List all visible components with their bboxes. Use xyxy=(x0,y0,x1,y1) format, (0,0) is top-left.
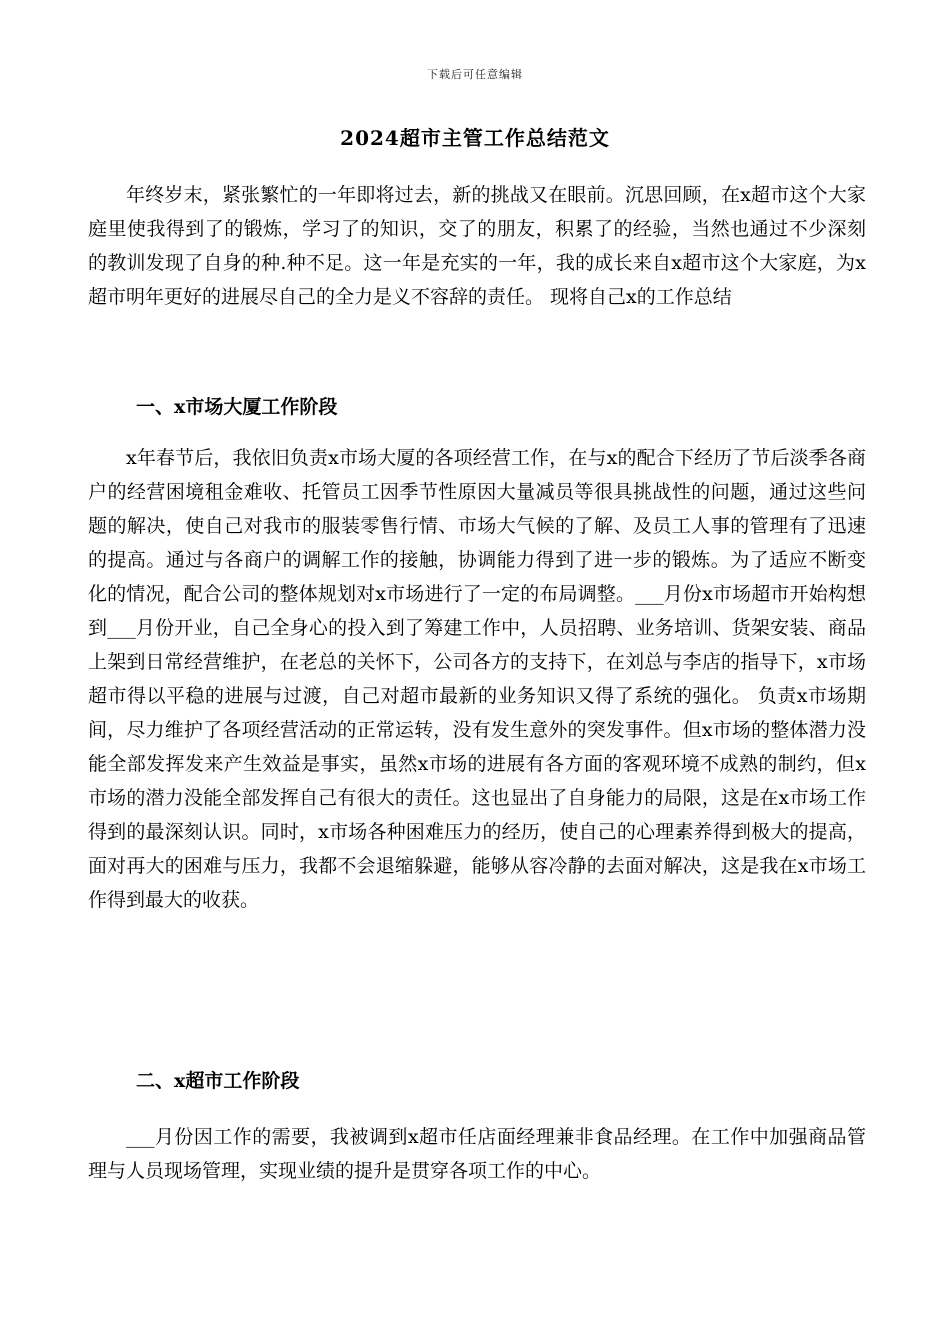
section-2-body xyxy=(88,1120,866,1188)
section-2-heading: 二、x超市工作阶段 xyxy=(136,1070,300,1092)
document-title: 2024超市主管工作总结范文 xyxy=(340,126,610,150)
section-1-body xyxy=(88,441,866,917)
section-1-paragraph: x年春节后，我依旧负责x市场大厦的各项经营工作，在与x的配合下经历了节后淡季各商户的经营困境租金难收、托管员工因季节性原因大量减员等很具挑战性的问题，通过这些问题的解决，使自己对我市的服装零售行情、市场大气候的了解、及员工人事的管理有了迅速的提高。通过与各商户的调解工作的接触，协调能力得到了进一步的锻炼。为了适应不断变化的情况，配合公司的整体规划对x市场进行了一定的布局调整。___月份x市场超市开始构想到___月份开业，自己全身心的投入到了筹建工作中，人员招聘、业务培训、货架安装、商品上架到日常经营维护，在老总的关怀下，公司各方的支持下，在刘总与李店的指导下，x市场超市得以平稳的进展与过渡，自己对超市最新的业务知识又得了系统的强化。 负责x市场期间，尽力维护了各项经营活动的正常运转，没有发生意外的突发事件。但x市场的整体潜力没能全部发挥发来产生效益是事实，虽然x市场的进展有各方面的客观环境不成熟的制约，但x市场的潜力没能全部发挥自己有很大的责任。这也显出了自身能力的局限，这是在x市场工作得到的最深刻认识。同时，x市场各种困难压力的经历，使自己的心理素养得到极大的提高，面对再大的困难与压力，我都不会退缩躲避，能够从容冷静的去面对解决，这是我在x市场工作得到最大的收获。 xyxy=(88,447,866,911)
intro-paragraph: 年终岁末，紧张繁忙的一年即将过去，新的挑战又在眼前。沉思回顾，在x超市这个大家庭里使我得到了的锻炼，学习了的知识，交了的朋友，积累了的经验，当然也通过不少深刻的教训发现了自身的种.种不足。这一年是充实的一年，我的成长来自x超市这个大家庭，为x超市明年更好的进展尽自己的全力是义不容辞的责任。 现将自己x的工作总结 xyxy=(88,184,866,308)
section-2-paragraph: ___月份因工作的需要，我被调到x超市任店面经理兼非食品经理。在工作中加强商品管理与人员现场管理，实现业绩的提升是贯穿各项工作的中心。 xyxy=(88,1126,866,1182)
header-note: 下载后可任意编辑 xyxy=(427,68,523,81)
section-1-heading: 一、x市场大厦工作阶段 xyxy=(136,396,338,418)
intro-paragraph-block xyxy=(88,178,866,314)
